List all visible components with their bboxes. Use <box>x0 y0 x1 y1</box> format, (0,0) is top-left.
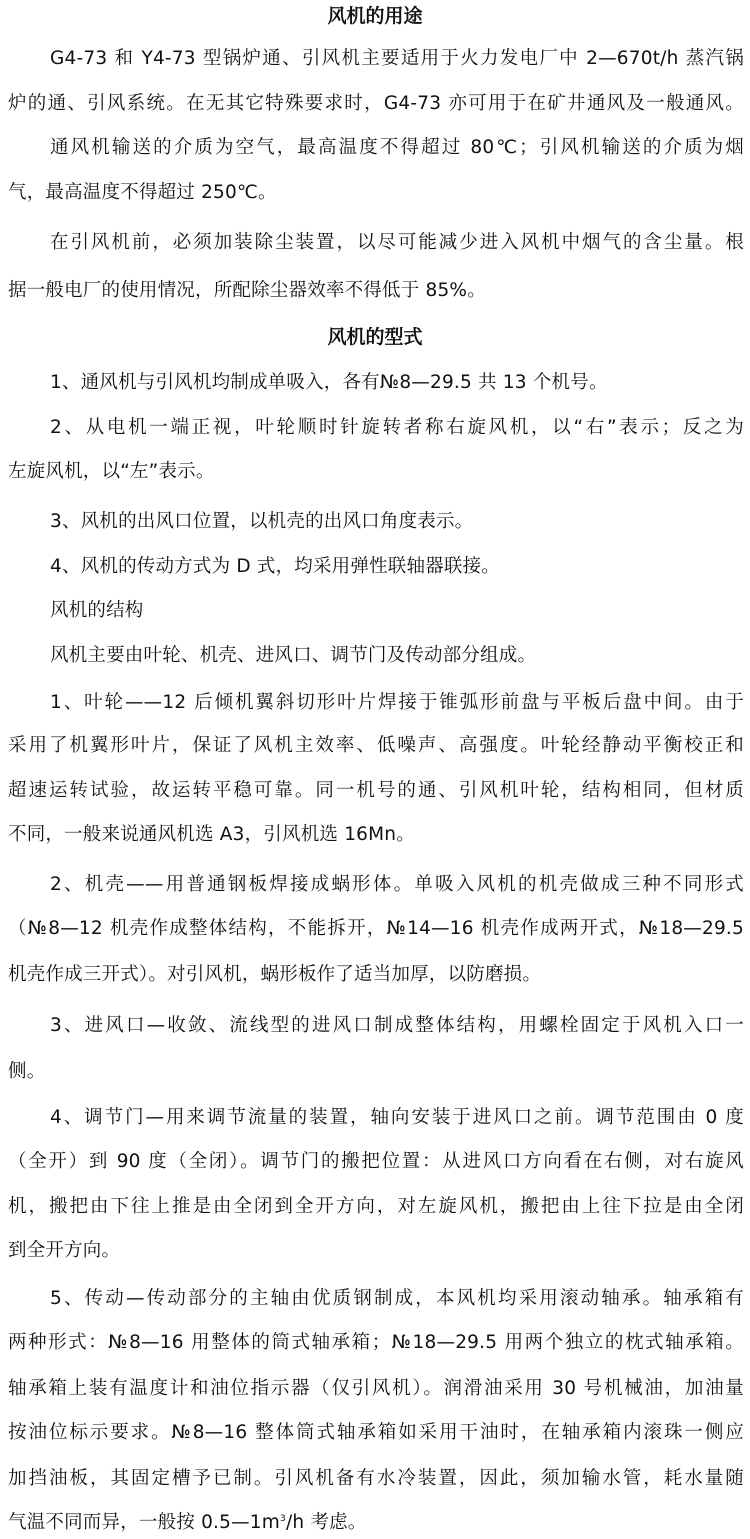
subheading-structure: 风机的结构 <box>50 600 144 621</box>
paragraph-line: 不同，一般来说通风机选 A3，引风机选 16Mn。 <box>8 824 415 845</box>
paragraph-line: 1、叶轮——12 后倾机翼斜切形叶片焊接于锥弧形前盘与平板后盘中间。由于 <box>50 692 744 713</box>
paragraph-line: 2、机壳——用普通钢板焊接成蜗形体。单吸入风机的机壳做成三种不同形式 <box>50 874 744 895</box>
paragraph-line: G4-73 和 Y4-73 型锅炉通、引风机主要适用于火力发电厂中 2—670t/h 蒸汽锅 <box>50 48 744 69</box>
paragraph-line-last <box>8 1511 744 1535</box>
paragraph-line: 通风机输送的介质为空气，最高温度不得超过 80℃；引风机输送的介质为烟 <box>50 137 744 158</box>
paragraph-line: 加挡油板，其固定槽予已制。引风机备有水冷装置，因此，须加输水管，耗水量随 <box>8 1468 744 1489</box>
paragraph-line: 气，最高温度不得超过 250℃。 <box>8 182 277 203</box>
paragraph-line: 1、通风机与引风机均制成单吸入，各有№8—29.5 共 13 个机号。 <box>50 372 608 393</box>
section-title-purpose: 风机的用途 <box>327 5 423 27</box>
paragraph-line: 超速运转试验，故运转平稳可靠。同一机号的通、引风机叶轮，结构相同，但材质 <box>8 780 744 801</box>
paragraph-line: 采用了机翼形叶片，保证了风机主效率、低噪声、高强度。叶轮经静动平衡校正和 <box>8 735 744 756</box>
paragraph-line: （全开）到 90 度（全闭）。调节门的搬把位置：从进风口方向看在右侧，对右旋风 <box>8 1151 744 1172</box>
paragraph-line: 在引风机前，必须加装除尘装置，以尽可能减少进入风机中烟气的含尘量。根 <box>50 232 744 253</box>
paragraph-line: 据一般电厂的使用情况，所配除尘器效率不得低于 85%。 <box>8 280 486 301</box>
superscript-exponent: 3 <box>280 1513 286 1524</box>
paragraph-line: 3、进风口—收敛、流线型的进风口制成整体结构，用螺栓固定于风机入口一 <box>50 1015 744 1036</box>
paragraph-line: 4、风机的传动方式为 D 式，均采用弹性联轴器联接。 <box>50 556 500 577</box>
paragraph-line: 两种形式：№8—16 用整体的筒式轴承箱；№18—29.5 用两个独立的枕式轴承箱。 <box>8 1332 744 1353</box>
text-fragment: 气温不同而异，一般按 0.5—1m <box>8 1512 280 1533</box>
paragraph-line: 4、调节门—用来调节流量的装置，轴向安装于进风口之前。调节范围由 0 度 <box>50 1107 744 1128</box>
paragraph-line: 轴承箱上装有温度计和油位指示器（仅引风机）。润滑油采用 30 号机械油，加油量 <box>8 1378 744 1399</box>
paragraph-line: 机，搬把由下往上推是由全闭到全开方向，对左旋风机，搬把由上往下拉是由全闭 <box>8 1196 744 1217</box>
paragraph-line: 到全开方向。 <box>8 1240 121 1261</box>
paragraph-line: 5、传动—传动部分的主轴由优质钢制成，本风机均采用滚动轴承。轴承箱有 <box>50 1288 744 1309</box>
paragraph-line: 3、风机的出风口位置，以机壳的出风口角度表示。 <box>50 511 474 532</box>
paragraph-line: 左旋风机，以“左”表示。 <box>8 461 215 482</box>
paragraph-line: 炉的通、引风系统。在无其它特殊要求时，G4-73 亦可用于在矿井通风及一般通风。 <box>8 93 744 114</box>
paragraph-line: 侧。 <box>8 1061 46 1082</box>
paragraph-line: 按油位标示要求。№8—16 整体筒式轴承箱如采用干油时，在轴承箱内滚珠一侧应 <box>8 1422 744 1443</box>
paragraph-line: 机壳作成三开式）。对引风机，蜗形板作了适当加厚，以防磨损。 <box>8 964 542 985</box>
text-fragment: /h 考虑。 <box>285 1512 367 1533</box>
paragraph-line: 风机主要由叶轮、机壳、进风口、调节门及传动部分组成。 <box>50 645 537 666</box>
section-title-type: 风机的型式 <box>327 326 423 348</box>
paragraph-line: （№8—12 机壳作成整体结构，不能拆开，№14—16 机壳作成两开式，№18—29.5 <box>8 918 744 939</box>
paragraph-line: 2、从电机一端正视，叶轮顺时针旋转者称右旋风机，以“右”表示；反之为 <box>50 417 744 438</box>
